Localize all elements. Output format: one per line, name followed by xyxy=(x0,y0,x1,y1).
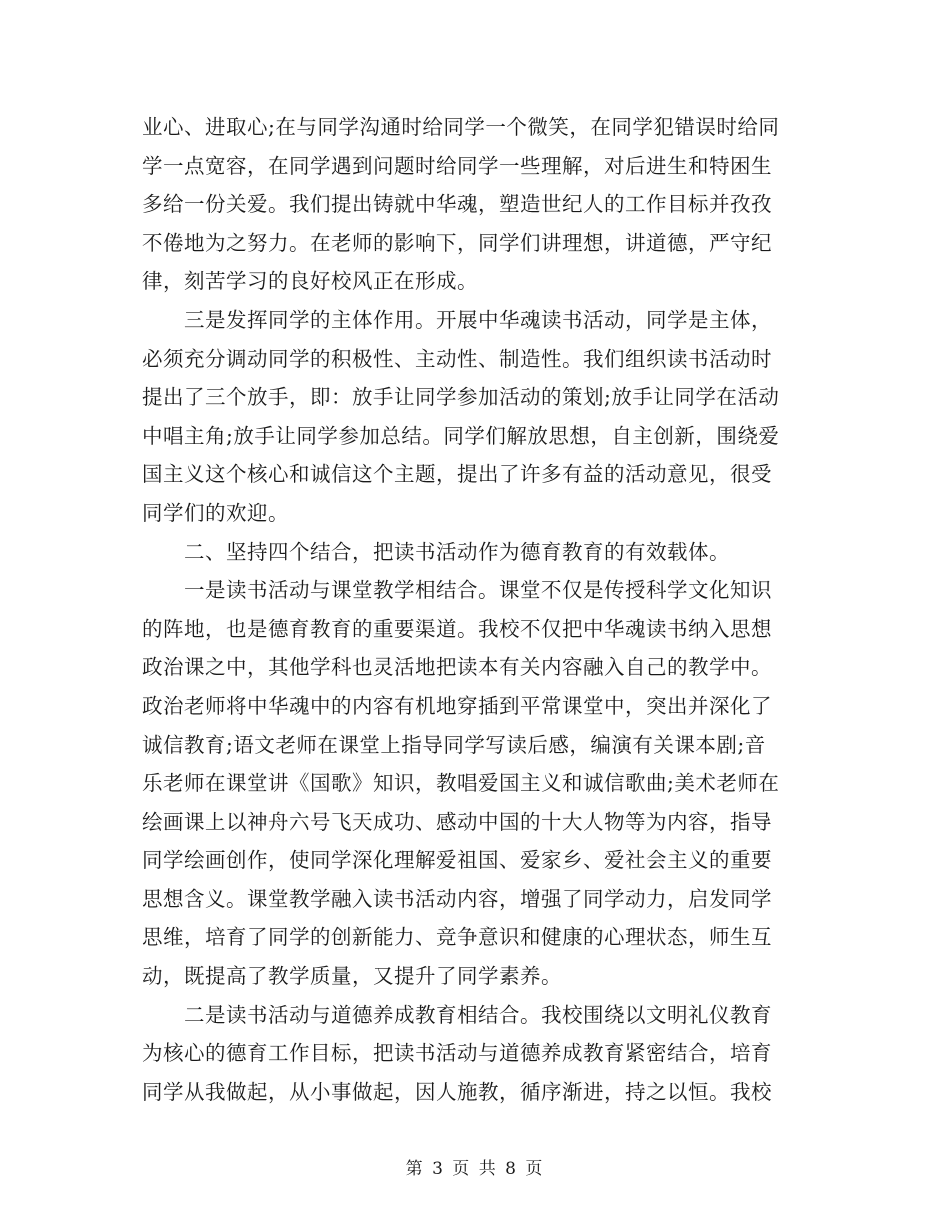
text-line: 思想含义。课堂教学融入读书活动内容，增强了同学动力，启发同学 xyxy=(142,886,772,911)
text-line: 必须充分调动同学的积极性、主动性、制造性。我们组织读书活动时 xyxy=(142,346,772,371)
page-number-footer: 第 3 页 共 8 页 xyxy=(405,1159,545,1179)
text-line: 诚信教育;语文老师在课堂上指导同学写读后感，编演有关课本剧;音 xyxy=(142,732,766,757)
text-line: 同学从我做起，从小事做起，因人施教，循序渐进，持之以恒。我校 xyxy=(142,1079,772,1104)
text-line: 政治课之中，其他学科也灵活地把读本有关内容融入自己的教学中。 xyxy=(142,655,772,680)
text-line: 同学绘画创作，使同学深化理解爱祖国、爱家乡、爱社会主义的重要 xyxy=(142,848,772,873)
section-heading: 二、坚持四个结合，把读书活动作为德育教育的有效载体。 xyxy=(142,539,730,564)
text-line: 三是发挥同学的主体作用。开展中华魂读书活动，同学是主体， xyxy=(142,307,772,332)
text-line: 同学们的欢迎。 xyxy=(142,500,289,525)
text-line: 绘画课上以神舟六号飞天成功、感动中国的十大人物等为内容，指导 xyxy=(142,809,772,834)
text-line: 思维，培育了同学的创新能力、竞争意识和健康的心理状态，师生互 xyxy=(142,925,772,950)
text-block xyxy=(142,108,812,1111)
text-line: 提出了三个放手，即：放手让同学参加活动的策划;放手让同学在活动 xyxy=(142,385,780,410)
text-line: 不倦地为之努力。在老师的影响下，同学们讲理想，讲道德，严守纪 xyxy=(142,230,772,255)
text-line: 业心、进取心;在与同学沟通时给同学一个微笑，在同学犯错误时给同 xyxy=(142,115,780,139)
text-line: 二是读书活动与道德养成教育相结合。我校围绕以文明礼仪教育 xyxy=(142,1002,772,1027)
text-line: 多给一份关爱。我们提出铸就中华魂，塑造世纪人的工作目标并孜孜 xyxy=(142,192,772,217)
text-line: 乐老师在课堂讲《国歌》知识，教唱爱国主义和诚信歌曲;美术老师在 xyxy=(142,771,780,796)
text-line: 学一点宽容，在同学遇到问题时给同学一些理解，对后进生和特困生 xyxy=(142,153,772,178)
text-line: 中唱主角;放手让同学参加总结。同学们解放思想，自主创新，围绕爱 xyxy=(142,423,780,448)
body-text xyxy=(142,108,812,1111)
text-line: 一是读书活动与课堂教学相结合。课堂不仅是传授科学文化知识 xyxy=(142,578,772,603)
text-line: 律，刻苦学习的良好校风正在形成。 xyxy=(142,269,478,294)
text-line: 的阵地，也是德育教育的重要渠道。我校不仅把中华魂读书纳入思想 xyxy=(142,616,772,641)
text-line: 为核心的德育工作目标，把读书活动与道德养成教育紧密结合，培育 xyxy=(142,1041,772,1066)
text-line: 国主义这个核心和诚信这个主题，提出了许多有益的活动意见，很受 xyxy=(142,462,772,487)
text-line: 动，既提高了教学质量，又提升了同学素养。 xyxy=(142,964,562,989)
text-line: 政治老师将中华魂中的内容有机地穿插到平常课堂中，突出并深化了 xyxy=(142,693,772,718)
